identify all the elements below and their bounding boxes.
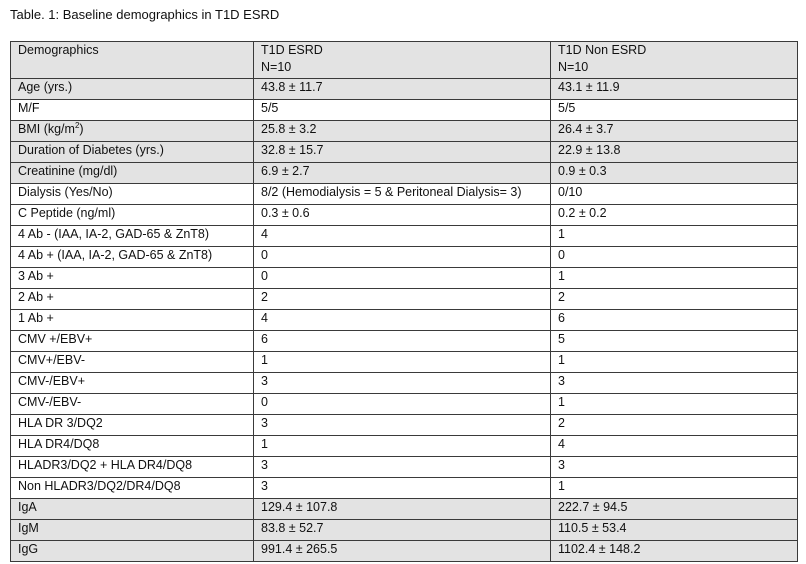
header-t1d-esrd-label: T1D ESRD — [261, 43, 323, 57]
row-label: Creatinine (mg/dl) — [18, 164, 118, 178]
row-label-cell — [11, 121, 254, 142]
row-non-esrd-value: 43.1 ± 11.9 — [551, 79, 798, 100]
row-label-cell — [11, 205, 254, 226]
row-non-esrd-value: 6 — [551, 310, 798, 331]
row-label: 4 Ab - (IAA, IA-2, GAD-65 & ZnT8) — [18, 227, 210, 241]
table-row — [11, 541, 798, 562]
table-row — [11, 499, 798, 520]
row-label-cell — [11, 415, 254, 436]
row-non-esrd-value: 5/5 — [551, 100, 798, 121]
header-demographics — [11, 42, 254, 79]
header-t1d-esrd-n: N=10 — [261, 60, 292, 74]
table-row — [11, 226, 798, 247]
row-label: CMV-/EBV- — [18, 395, 82, 409]
row-label: CMV +/EBV+ — [18, 332, 93, 346]
row-label: C Peptide (ng/ml) — [18, 206, 116, 220]
row-label-cell — [11, 310, 254, 331]
row-label-cell — [11, 100, 254, 121]
row-esrd-value: 83.8 ± 52.7 — [254, 520, 551, 541]
row-esrd-value: 43.8 ± 11.7 — [254, 79, 551, 100]
header-demographics-label: Demographics — [18, 43, 99, 57]
table-row — [11, 436, 798, 457]
row-label-cell — [11, 373, 254, 394]
row-non-esrd-value: 1 — [551, 478, 798, 499]
row-non-esrd-value: 0.9 ± 0.3 — [551, 163, 798, 184]
row-label-cell — [11, 541, 254, 562]
row-label-cell — [11, 394, 254, 415]
demographics-table — [10, 41, 798, 562]
row-esrd-value: 1 — [254, 436, 551, 457]
row-esrd-value: 5/5 — [254, 100, 551, 121]
row-label: 3 Ab + — [18, 269, 54, 283]
row-label: CMV+/EBV- — [18, 353, 86, 367]
row-label-cell — [11, 226, 254, 247]
row-non-esrd-value: 2 — [551, 415, 798, 436]
table-row — [11, 289, 798, 310]
row-esrd-value: 25.8 ± 3.2 — [254, 121, 551, 142]
row-non-esrd-value: 0.2 ± 0.2 — [551, 205, 798, 226]
table-row — [11, 142, 798, 163]
table-row — [11, 394, 798, 415]
row-label-cell — [11, 478, 254, 499]
row-non-esrd-value: 5 — [551, 331, 798, 352]
header-t1d-non-esrd-n: N=10 — [558, 60, 589, 74]
row-non-esrd-value: 2 — [551, 289, 798, 310]
row-label: BMI (kg/m — [18, 122, 75, 136]
row-label: Age (yrs.) — [18, 80, 73, 94]
row-label-cell — [11, 163, 254, 184]
row-label: CMV-/EBV+ — [18, 374, 86, 388]
row-esrd-value: 0 — [254, 394, 551, 415]
row-non-esrd-value: 3 — [551, 373, 798, 394]
table-row — [11, 184, 798, 205]
row-label: IgM — [18, 521, 39, 535]
table-caption: Table. 1: Baseline demographics in T1D ESRD — [10, 7, 280, 22]
row-esrd-value: 4 — [254, 310, 551, 331]
row-label: IgA — [18, 500, 37, 514]
table-row — [11, 457, 798, 478]
row-label: 2 Ab + — [18, 290, 54, 304]
row-esrd-value: 3 — [254, 478, 551, 499]
table-row — [11, 79, 798, 100]
row-esrd-value: 4 — [254, 226, 551, 247]
table-row — [11, 163, 798, 184]
row-non-esrd-value: 22.9 ± 13.8 — [551, 142, 798, 163]
row-label-cell — [11, 247, 254, 268]
row-non-esrd-value: 1 — [551, 268, 798, 289]
table-row — [11, 268, 798, 289]
row-esrd-value: 6 — [254, 331, 551, 352]
row-label-cell — [11, 142, 254, 163]
row-label-cell — [11, 79, 254, 100]
row-label: HLA DR 3/DQ2 — [18, 416, 103, 430]
header-t1d-non-esrd-label: T1D Non ESRD — [558, 43, 647, 57]
row-non-esrd-value: 1 — [551, 394, 798, 415]
table-header-row — [11, 42, 798, 79]
row-esrd-value: 0 — [254, 247, 551, 268]
row-non-esrd-value: 3 — [551, 457, 798, 478]
row-label: HLA DR4/DQ8 — [18, 437, 100, 451]
row-esrd-value: 1 — [254, 352, 551, 373]
table-row — [11, 520, 798, 541]
table-row — [11, 310, 798, 331]
table-row — [11, 352, 798, 373]
row-esrd-value: 3 — [254, 457, 551, 478]
row-label: Duration of Diabetes (yrs.) — [18, 143, 164, 157]
row-label: 4 Ab + (IAA, IA-2, GAD-65 & ZnT8) — [18, 248, 213, 262]
table-row — [11, 205, 798, 226]
row-label: IgG — [18, 542, 39, 556]
row-non-esrd-value: 1102.4 ± 148.2 — [551, 541, 798, 562]
table-row — [11, 415, 798, 436]
row-label-cell — [11, 499, 254, 520]
row-esrd-value: 6.9 ± 2.7 — [254, 163, 551, 184]
row-label-cell — [11, 289, 254, 310]
header-t1d-non-esrd — [551, 42, 798, 79]
row-label-cell — [11, 331, 254, 352]
row-label-suffix: ) — [79, 122, 84, 136]
row-label: M/F — [18, 101, 40, 115]
row-non-esrd-value: 26.4 ± 3.7 — [551, 121, 798, 142]
table-row — [11, 331, 798, 352]
row-esrd-value: 0.3 ± 0.6 — [254, 205, 551, 226]
row-label-cell — [11, 436, 254, 457]
row-label-superscript: 2 — [74, 120, 80, 130]
row-label-cell — [11, 268, 254, 289]
row-non-esrd-value: 0/10 — [551, 184, 798, 205]
table-row — [11, 247, 798, 268]
row-label: Non HLADR3/DQ2/DR4/DQ8 — [18, 479, 181, 493]
row-esrd-value: 991.4 ± 265.5 — [254, 541, 551, 562]
table-row — [11, 121, 798, 142]
table-row — [11, 373, 798, 394]
row-non-esrd-value: 222.7 ± 94.5 — [551, 499, 798, 520]
row-esrd-value: 3 — [254, 373, 551, 394]
row-non-esrd-value: 4 — [551, 436, 798, 457]
row-non-esrd-value: 110.5 ± 53.4 — [551, 520, 798, 541]
row-esrd-value: 3 — [254, 415, 551, 436]
table-body — [11, 42, 798, 562]
row-label-cell — [11, 352, 254, 373]
row-esrd-value: 0 — [254, 268, 551, 289]
row-label-cell — [11, 184, 254, 205]
table-row — [11, 478, 798, 499]
row-esrd-value: 129.4 ± 107.8 — [254, 499, 551, 520]
row-non-esrd-value: 1 — [551, 352, 798, 373]
row-label: 1 Ab + — [18, 311, 54, 325]
row-non-esrd-value: 0 — [551, 247, 798, 268]
row-esrd-value: 2 — [254, 289, 551, 310]
row-esrd-value: 8/2 (Hemodialysis = 5 & Peritoneal Dialysis= 3) — [254, 184, 551, 205]
row-label: HLADR3/DQ2 + HLA DR4/DQ8 — [18, 458, 193, 472]
row-label: Dialysis (Yes/No) — [18, 185, 113, 199]
row-non-esrd-value: 1 — [551, 226, 798, 247]
row-label-cell — [11, 520, 254, 541]
row-esrd-value: 32.8 ± 15.7 — [254, 142, 551, 163]
row-label-cell — [11, 457, 254, 478]
table-row — [11, 100, 798, 121]
header-t1d-esrd — [254, 42, 551, 79]
